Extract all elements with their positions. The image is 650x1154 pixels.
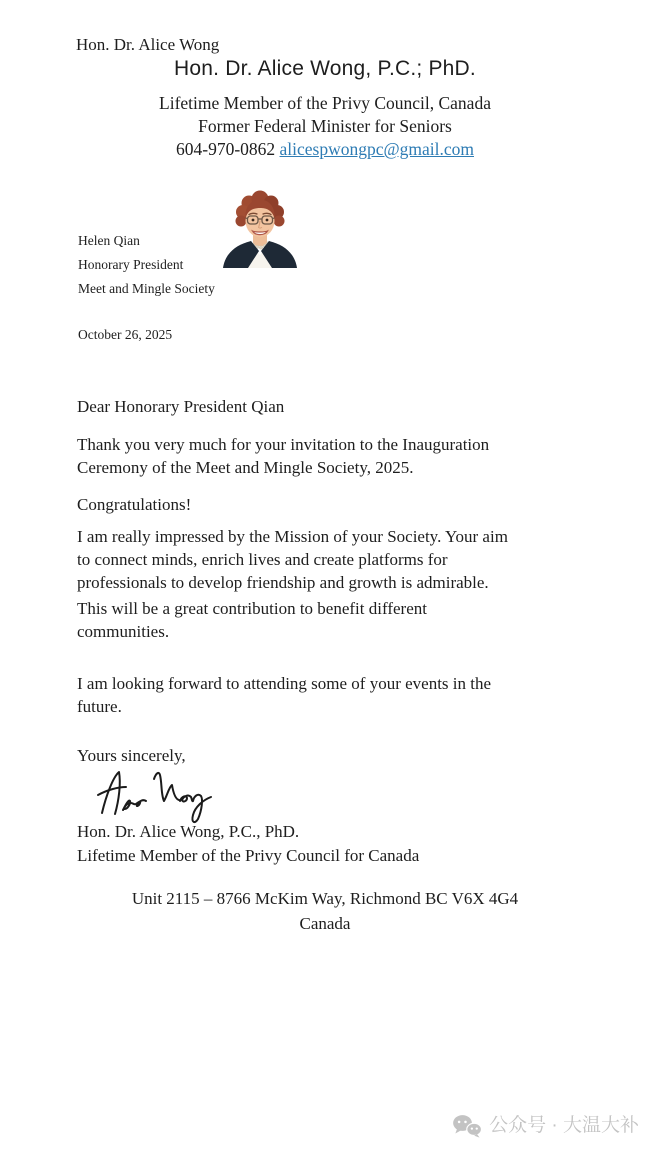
phone-number: 604-970-0862 [176,139,276,159]
signature-graphic [92,766,227,828]
address-line: Canada [299,914,351,933]
letterhead-title-line: Lifetime Member of the Privy Council, Canada [159,93,491,113]
closing-line: Yours sincerely, [77,746,186,765]
recipient-org: Meet and Mingle Society [78,281,215,296]
body-paragraph: I am really impressed by the Mission of your Society. Your aim to connect minds, enrich lives and create platforms for professionals to develop friendship and growth is admirable. [77,527,508,592]
email-link[interactable]: alicespwongpc@gmail.com [279,139,474,159]
recipient-block [78,234,215,306]
signoff-title: Lifetime Member of the Privy Council for Canada [77,845,420,865]
body-paragraph: Congratulations! [77,495,192,514]
body-paragraph: I am looking forward to attending some of your events in the future. [77,674,492,716]
salutation: Dear Honorary President Qian [77,397,285,416]
address-line: Unit 2115 – 8766 McKim Way, Richmond BC V6X 4G4 [131,889,519,908]
letterhead-subtitle-line: Former Federal Minister for Seniors [198,116,452,136]
watermark [452,1112,639,1140]
letterhead-contact-line [0,139,650,160]
recipient-name: Helen Qian [78,233,140,248]
watermark-label: 公众号 · 大温大补 [489,1115,639,1136]
letterhead-name-large: Hon. Dr. Alice Wong, P.C.; PhD. [174,57,476,80]
signoff-block [77,820,419,867]
wechat-icon [452,1113,482,1139]
portrait-photo-graphic [222,190,298,268]
letterhead-name-small: Hon. Dr. Alice Wong [76,35,220,54]
signoff-name: Hon. Dr. Alice Wong, P.C., PhD. [77,822,300,841]
recipient-title: Honorary President [78,257,184,272]
footer-address [0,886,650,936]
portrait-photo [222,190,298,268]
handwritten-signature [92,766,227,828]
body-paragraph: This will be a great contribution to benefit different communities. [77,599,427,641]
body-paragraph: Thank you very much for your invitation to the Inauguration Ceremony of the Meet and Mingle Society, 2025. [77,435,490,477]
letter-date: October 26, 2025 [78,327,173,342]
